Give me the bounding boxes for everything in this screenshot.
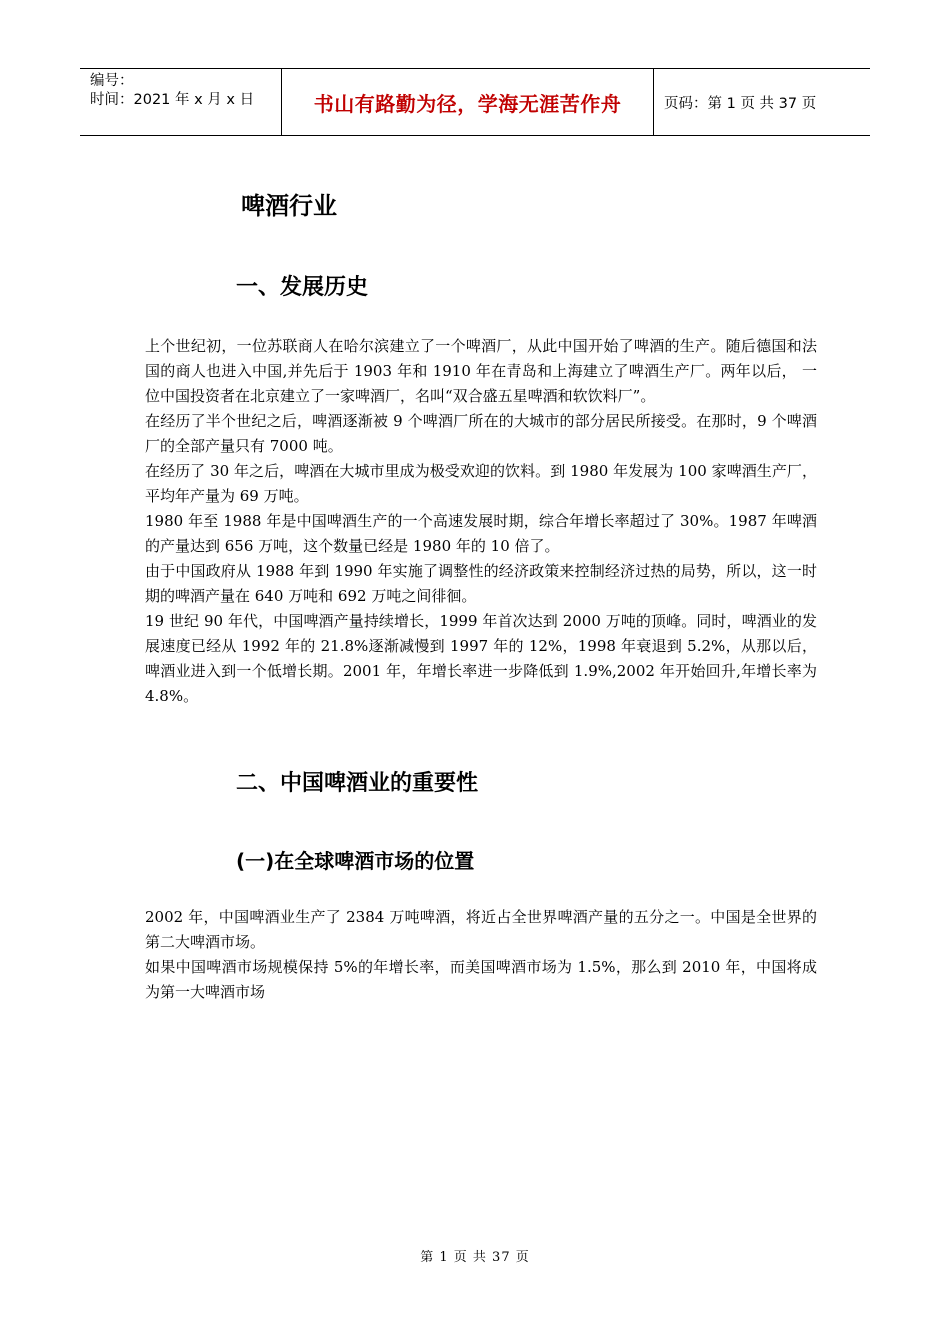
header-page-info: 页码：第 1 页 共 37 页 xyxy=(664,95,817,112)
section-1-body xyxy=(145,334,817,709)
subsection-1-paragraph: 如果中国啤酒市场规模保持 5%的年增长率，而美国啤酒市场为 1.5%，那么到 2010 年，中国将成为第一大啤酒市场 xyxy=(145,958,817,1001)
section-2-heading: 二、中国啤酒业的重要性 xyxy=(236,771,479,796)
section-1-paragraph: 由于中国政府从 1988 年到 1990 年实施了调整性的经济政策来控制经济过热的局势，所以，这一时期的啤酒产量在 640 万吨和 692 万吨之间徘徊。 xyxy=(145,562,817,605)
header-date: 时间：2021 年 x 月 x 日 xyxy=(90,92,255,108)
header-meta xyxy=(80,69,281,135)
section-1-paragraph: 在经历了 30 年之后，啤酒在大城市里成为极受欢迎的饮料。到 1980 年发展为 100 家啤酒生产厂，平均年产量为 69 万吨。 xyxy=(145,462,817,505)
section-1-paragraph: 1980 年至 1988 年是中国啤酒生产的一个高速发展时期，综合年增长率超过了 30%。1987 年啤酒的产量达到 656 万吨，这个数量已经是 1980 年的 10 倍了。 xyxy=(145,512,817,555)
subsection-1-body xyxy=(145,905,817,1005)
section-1-paragraph: 在经历了半个世纪之后，啤酒逐渐被 9 个啤酒厂所在的大城市的部分居民所接受。在那时，9 个啤酒厂的全部产量只有 7000 吨。 xyxy=(145,412,817,455)
header-motto: 书山有路勤为径，学海无涯苦作舟 xyxy=(281,69,654,135)
page-footer: 第 1 页 共 37 页 xyxy=(420,1250,530,1265)
subsection-1-paragraph: 2002 年，中国啤酒业生产了 2384 万吨啤酒，将近占全世界啤酒产量的五分之一。中国是全世界的第二大啤酒市场。 xyxy=(145,908,817,951)
document-title: 啤酒行业 xyxy=(241,192,337,220)
section-1-heading: 一、发展历史 xyxy=(236,275,369,300)
section-1-paragraph: 上个世纪初，一位苏联商人在哈尔滨建立了一个啤酒厂，从此中国开始了啤酒的生产。随后德国和法国的商人也进入中国,并先后于 1903 年和 1910 年在青岛和上海建立了啤酒生产厂。两年以后， 一位中国投资者在北京建立了一家啤酒厂，名叫“双合盛五星啤酒和软饮料厂”。 xyxy=(145,337,817,405)
subsection-1-heading: (一)在全球啤酒市场的位置 xyxy=(236,849,475,873)
header-number-label: 编号： xyxy=(90,73,134,89)
section-1-paragraph: 19 世纪 90 年代，中国啤酒产量持续增长，1999 年首次达到 2000 万吨的顶峰。同时，啤酒业的发展速度已经从 1992 年的 21.8%逐渐减慢到 1997 年的 12%，1998 年衰退到 5.2%，从那以后，啤酒业进入到一个低增长期。2001 年，年增长率进一步降低到 1.9%,2002 年开始回升,年增长率为 4.8%。 xyxy=(145,612,817,705)
document-header xyxy=(80,68,870,136)
